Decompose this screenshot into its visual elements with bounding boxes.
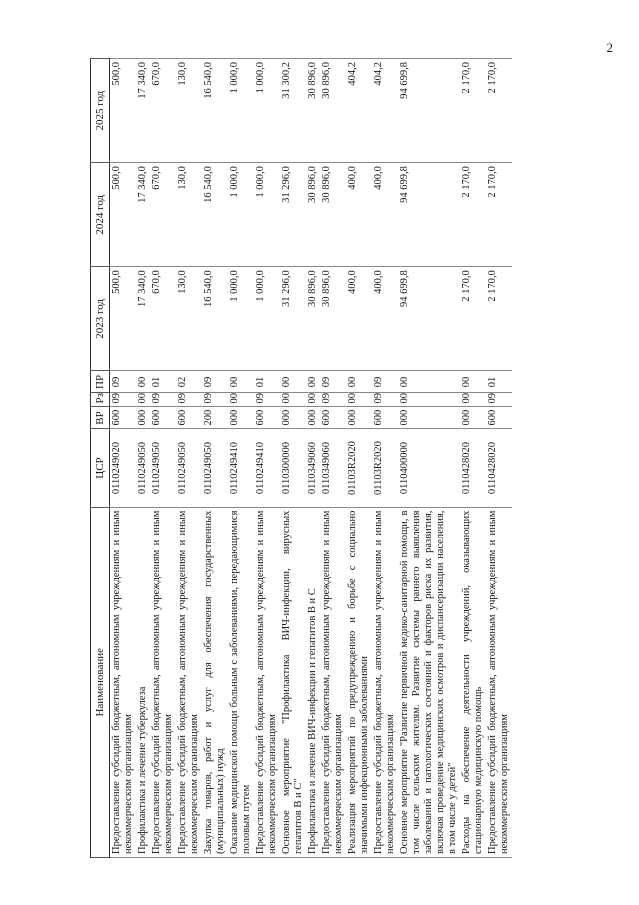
row-2023: 670,0 (150, 267, 176, 371)
row-pr: 00 (228, 371, 254, 393)
header-2024: 2024 год (91, 163, 110, 267)
row-2023: 17 340,0 (136, 267, 150, 371)
table-row (280, 59, 306, 858)
row-name: Предоставление субсидий бюджетным, автономным учреждениям и иным некоммерческим организациям (254, 507, 280, 857)
row-pr: 02 (176, 371, 202, 393)
row-2024: 1 000,0 (228, 163, 254, 267)
row-vr: 600 (320, 407, 346, 429)
table-row (320, 59, 346, 858)
row-2023: 16 540,0 (202, 267, 228, 371)
table-row (306, 59, 320, 858)
row-2025: 31 300,2 (280, 59, 306, 163)
row-pr: 01 (254, 371, 280, 393)
row-name: Реализация мероприятий по предупреждению и борьбе с социально значимыми инфекционными заболеваниями (346, 507, 372, 857)
row-name: Закупка товаров, работ и услуг для обеспечения государственных (муниципальных) нужд (202, 507, 228, 857)
table-row (110, 59, 137, 858)
row-2023: 500,0 (110, 267, 137, 371)
row-rz: 09 (320, 393, 346, 407)
row-vr: 600 (372, 407, 398, 429)
row-name: Предоставление субсидий бюджетным, автономным учреждениям и иным некоммерческим организациям (486, 507, 512, 857)
row-2024: 500,0 (110, 163, 137, 267)
row-vr: 600 (254, 407, 280, 429)
row-pr: 09 (320, 371, 346, 393)
row-rz: 00 (280, 393, 306, 407)
row-vr: 600 (150, 407, 176, 429)
row-rz: 09 (254, 393, 280, 407)
row-2023: 2 170,0 (486, 267, 512, 371)
row-2023: 130,0 (176, 267, 202, 371)
row-rz: 09 (150, 393, 176, 407)
row-2025: 1 000,0 (228, 59, 254, 163)
table-row (228, 59, 254, 858)
rotated-table-area (90, 58, 610, 858)
row-csr: 01103R2020 (346, 429, 372, 507)
row-2024: 17 340,0 (136, 163, 150, 267)
row-2024: 670,0 (150, 163, 176, 267)
row-2024: 30 896,0 (306, 163, 320, 267)
row-2025: 670,0 (150, 59, 176, 163)
header-2023: 2023 год (91, 267, 110, 371)
row-csr: 0110249410 (228, 429, 254, 507)
header-rz: Рз (91, 393, 110, 407)
row-pr: 00 (136, 371, 150, 393)
row-pr: 00 (346, 371, 372, 393)
row-2023: 400,0 (372, 267, 398, 371)
row-rz: 00 (398, 393, 460, 407)
row-vr: 000 (398, 407, 460, 429)
row-2023: 2 170,0 (460, 267, 486, 371)
row-2024: 31 296,0 (280, 163, 306, 267)
row-2025: 2 170,0 (460, 59, 486, 163)
table-header-row (91, 59, 110, 858)
row-rz: 09 (486, 393, 512, 407)
row-csr: 0110428020 (486, 429, 512, 507)
row-pr: 00 (306, 371, 320, 393)
row-name: Основное мероприятие "Развитие первичной медико-санитарной помощи, в том числе сельским жителям. Развитие системы раннего выявления заболеваний и патологических состояний и факторов риска их развития, включая проведение медицинских осмотров и диспансеризации населения, в том числе у детей" (398, 507, 460, 857)
row-vr: 000 (136, 407, 150, 429)
row-rz: 00 (306, 393, 320, 407)
row-2025: 404,2 (372, 59, 398, 163)
row-vr: 600 (176, 407, 202, 429)
row-pr: 09 (110, 371, 137, 393)
table-row (398, 59, 460, 858)
row-name: Предоставление субсидий бюджетным, автономным учреждениям и иным некоммерческим организациям (176, 507, 202, 857)
row-name: Предоставление субсидий бюджетным, автономным учреждениям и иным некоммерческим организациям (110, 507, 137, 857)
row-2025: 17 340,0 (136, 59, 150, 163)
row-csr: 0110249050 (136, 429, 150, 507)
row-2023: 400,0 (346, 267, 372, 371)
table-row (486, 59, 512, 858)
table-body (110, 59, 513, 858)
row-pr: 01 (150, 371, 176, 393)
row-pr: 00 (398, 371, 460, 393)
row-pr: 00 (460, 371, 486, 393)
row-csr: 0110249050 (150, 429, 176, 507)
row-vr: 600 (486, 407, 512, 429)
row-2023: 1 000,0 (228, 267, 254, 371)
row-csr: 0110249020 (110, 429, 137, 507)
row-2024: 400,0 (346, 163, 372, 267)
row-vr: 000 (280, 407, 306, 429)
row-vr: 000 (306, 407, 320, 429)
row-2023: 1 000,0 (254, 267, 280, 371)
row-name: Расходы на обеспечение деятельности учреждений, оказывающих стационарную медицинскую помощь (460, 507, 486, 857)
row-csr: 0110249410 (254, 429, 280, 507)
row-2023: 94 699,8 (398, 267, 460, 371)
row-csr: 0110349060 (306, 429, 320, 507)
row-pr: 09 (202, 371, 228, 393)
budget-table (90, 58, 512, 858)
header-pr: ПР (91, 371, 110, 393)
table-row (136, 59, 150, 858)
row-name: Оказание медицинской помощи больным с заболеваниями, передающимися половым путем (228, 507, 254, 857)
row-rz: 09 (372, 393, 398, 407)
row-vr: 000 (346, 407, 372, 429)
row-csr: 0110300000 (280, 429, 306, 507)
row-rz: 00 (460, 393, 486, 407)
row-2025: 2 170,0 (486, 59, 512, 163)
row-name: Предоставление субсидий бюджетным, автономным учреждениям и иным некоммерческим организациям (150, 507, 176, 857)
row-rz: 00 (228, 393, 254, 407)
row-2023: 31 296,0 (280, 267, 306, 371)
header-vr: ВР (91, 407, 110, 429)
row-vr: 600 (110, 407, 137, 429)
table-row (460, 59, 486, 858)
table-row (254, 59, 280, 858)
row-2025: 30 896,0 (320, 59, 346, 163)
row-csr: 0110400000 (398, 429, 460, 507)
table-row (150, 59, 176, 858)
row-2023: 30 896,0 (320, 267, 346, 371)
row-rz: 09 (202, 393, 228, 407)
row-2024: 400,0 (372, 163, 398, 267)
row-2024: 2 170,0 (486, 163, 512, 267)
row-2024: 130,0 (176, 163, 202, 267)
row-csr: 01103R2020 (372, 429, 398, 507)
row-2025: 16 540,0 (202, 59, 228, 163)
row-2024: 16 540,0 (202, 163, 228, 267)
row-2024: 94 699,8 (398, 163, 460, 267)
row-2023: 30 896,0 (306, 267, 320, 371)
table-row (346, 59, 372, 858)
header-2025: 2025 год (91, 59, 110, 163)
row-2025: 500,0 (110, 59, 137, 163)
row-rz: 09 (110, 393, 137, 407)
row-rz: 00 (136, 393, 150, 407)
row-csr: 0110349060 (320, 429, 346, 507)
row-csr: 0110249050 (176, 429, 202, 507)
row-vr: 000 (228, 407, 254, 429)
row-vr: 200 (202, 407, 228, 429)
row-pr: 01 (486, 371, 512, 393)
table-row (372, 59, 398, 858)
row-2024: 2 170,0 (460, 163, 486, 267)
row-2025: 1 000,0 (254, 59, 280, 163)
row-2025: 130,0 (176, 59, 202, 163)
table-row (176, 59, 202, 858)
row-csr: 0110249050 (202, 429, 228, 507)
header-csr: ЦСР (91, 429, 110, 507)
row-pr: 00 (280, 371, 306, 393)
row-pr: 09 (372, 371, 398, 393)
row-csr: 0110428020 (460, 429, 486, 507)
page-number: 2 (606, 40, 613, 55)
table-row (202, 59, 228, 858)
row-2024: 1 000,0 (254, 163, 280, 267)
row-vr: 000 (460, 407, 486, 429)
row-name: Профилактика и лечение туберкулеза (136, 507, 150, 857)
row-name: Основное мероприятие "Профилактика ВИЧ-инфекции, вирусных гепатитов В и С" (280, 507, 306, 857)
row-rz: 00 (346, 393, 372, 407)
row-2025: 404,2 (346, 59, 372, 163)
row-name: Предоставление субсидий бюджетным, автономным учреждениям и иным некоммерческим организациям (372, 507, 398, 857)
row-2025: 30 896,0 (306, 59, 320, 163)
row-name: Предоставление субсидий бюджетным, автономным учреждениям и иным некоммерческим организациям (320, 507, 346, 857)
row-name: Профилактика и лечение ВИЧ-инфекции и гепатитов В и С (306, 507, 320, 857)
row-2025: 94 699,8 (398, 59, 460, 163)
row-rz: 09 (176, 393, 202, 407)
row-2024: 30 896,0 (320, 163, 346, 267)
header-name: Наименование (91, 507, 110, 857)
